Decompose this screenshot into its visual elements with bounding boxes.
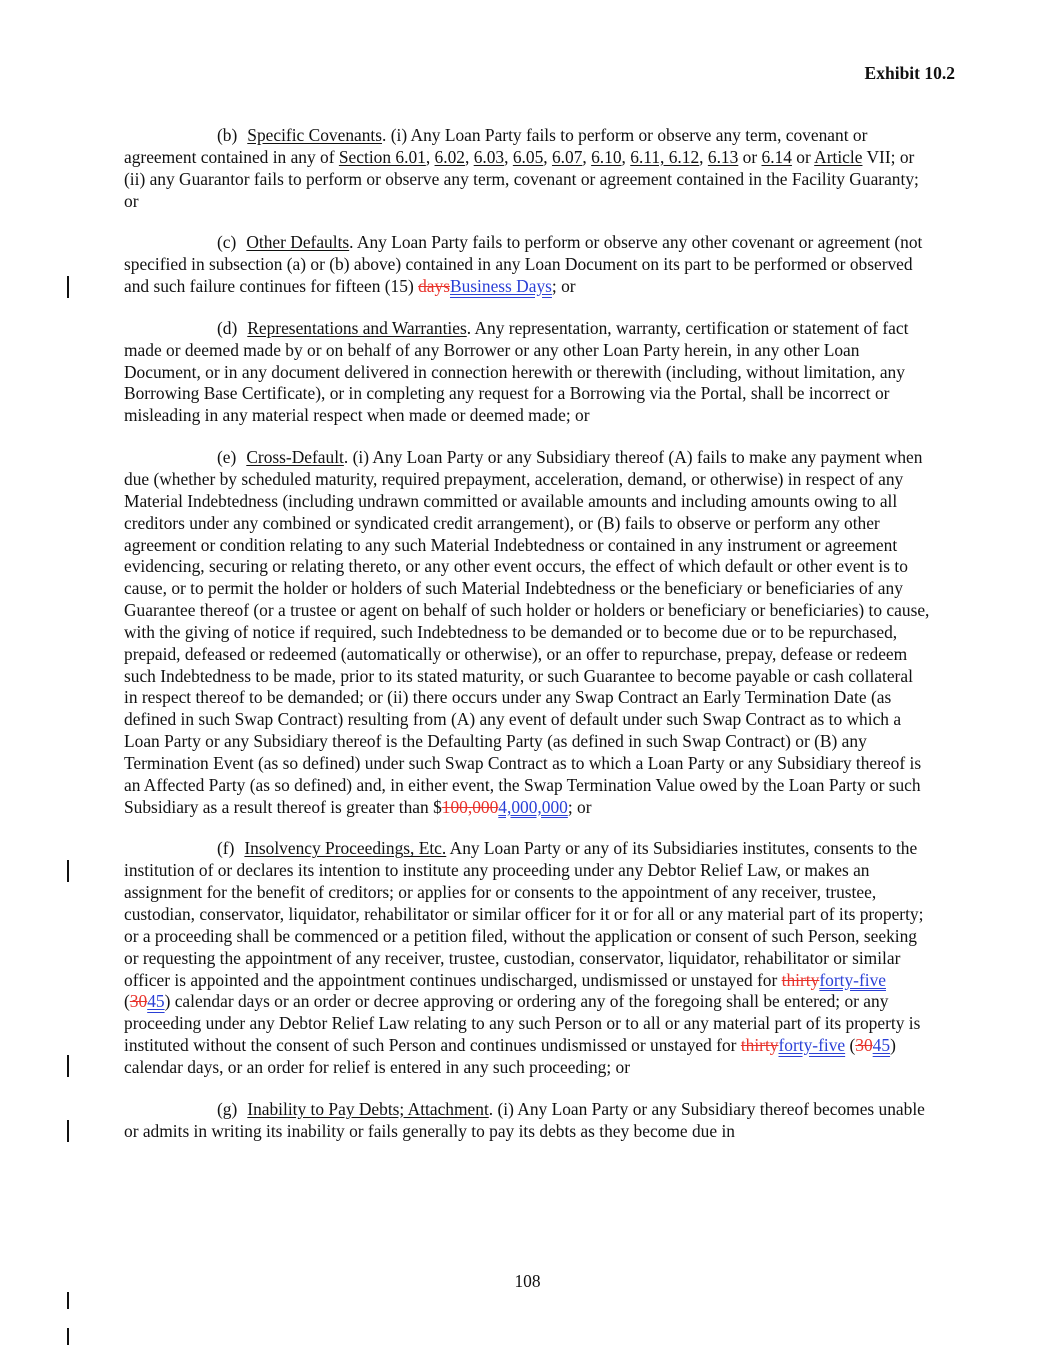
deleted-text: 30 xyxy=(129,991,148,1012)
section-label: (f) xyxy=(217,838,235,859)
ref-link[interactable]: 6.13 xyxy=(707,146,739,167)
section-text: . (i) Any Loan Party or any Subsidiary thereof becomes unable or admits in writing its inability or fails generally to pay its debts as they become due in xyxy=(124,1098,925,1141)
change-bar xyxy=(67,1292,69,1309)
section-text: ) calendar days, or an order for relief is entered in any such proceeding; or xyxy=(124,1035,896,1077)
section-label: (d) xyxy=(217,317,238,338)
section-text: ( xyxy=(124,991,130,1012)
separator: or xyxy=(738,146,762,167)
section-c xyxy=(124,232,930,298)
change-bar xyxy=(67,860,69,882)
section-b xyxy=(124,125,930,212)
inserted-text: 45 xyxy=(872,1035,891,1056)
change-bar xyxy=(67,1328,69,1345)
section-text: . (i) Any Loan Party or any Subsidiary thereof (A) fails to make any payment when due (whether by scheduled maturity, required prepayment, acceleration, demand, or otherwise) in respect of any Material Indebtedness (including undrawn committed or available amounts and including amounts owing to all creditors under any combined or syndicated credit arrangement), or (B) fails to observe or perform any other agreement or condition relating to any such Material Indebtedness or contained in any instrument or agreement evidencing, securing or relating thereto, or any other event occurs, the effect of which default or other event is to cause, or to permit the holder or holders of such Material Indebtedness or the beneficiary or beneficiaries of any Guarantee thereof (or a trustee or agent on behalf of such holder or holders or beneficiary or beneficiaries) to cause, with the giving of notice if required, such Indebtedness to be demanded or to become due or to be repurchased, prepaid, defeased or redeemed (automatically or otherwise), or an offer to repurchase, prepay, defease or redeem such Indebtedness to be made, prior to its stated maturity, or such Guarantee to become payable or cash collateral in respect thereof to be demanded; or (ii) there occurs under any Swap Contract an Early Termination Date (as defined in such Swap Contract) resulting from (A) any event of default under such Swap Contract as to which a Loan Party or any Subsidiary thereof is the Defaulting Party (as defined in such Swap Contract) or (B) any Termination Event (as so defined) under such Swap Contract as to which a Loan Party or any Subsidiary thereof is an Affected Party (as so defined) and, in either event, the Swap Termination Value owed by the Loan Party or such Subsidiary as a result thereof is greater than $ xyxy=(124,447,930,817)
section-title: Cross-Default xyxy=(246,447,344,468)
section-text: . Any representation, warranty, certification or statement of fact made or deemed made by or on behalf of any Borrower or any other Loan Party herein, in any other Loan Document, or in any document delivered in connection herewith or therewith (including, without limitation, any Borrowing Base Certificate), or in completing any request for a Borrowing via the Portal, shall be incorrect or misleading in any material respect when made or deemed made; or xyxy=(124,317,909,426)
change-bar xyxy=(67,1120,69,1142)
ref-link[interactable]: 6.14 xyxy=(761,146,792,167)
separator: or xyxy=(791,146,815,167)
section-title: Insolvency Proceedings, Etc. xyxy=(244,838,447,859)
section-title: Inability to Pay Debts; Attachment xyxy=(247,1098,489,1119)
section-e xyxy=(124,447,930,818)
separator: , xyxy=(543,146,552,167)
section-text: ; or xyxy=(567,796,592,817)
section-text: . Any Loan Party fails to perform or observe any other covenant or agreement (not specified in subsection (a) or (b) above) contained in any Loan Document on its part to be performed or observed and such failure continues for fifteen (15) xyxy=(124,232,923,297)
document-body xyxy=(124,125,930,1162)
ref-link[interactable]: 6.02 xyxy=(434,146,465,167)
deleted-text: 100,000 xyxy=(441,796,499,817)
ref-link[interactable]: Section 6.01 xyxy=(338,146,426,167)
separator: , xyxy=(699,146,708,167)
ref-link[interactable]: 6.11, 6.12 xyxy=(630,146,700,167)
inserted-text: Business Days xyxy=(449,276,552,297)
deleted-text: thirty xyxy=(740,1035,779,1056)
section-text: ( xyxy=(845,1035,856,1056)
page-number: 108 xyxy=(514,1271,541,1291)
ref-link[interactable]: 6.03 xyxy=(473,146,505,167)
inserted-text: forty-five xyxy=(819,969,886,990)
separator: , xyxy=(582,146,592,167)
section-text: . (i) Any Loan Party fails to perform or observe any term, covenant or agreement contained in any of xyxy=(124,125,868,167)
exhibit-label: Exhibit 10.2 xyxy=(864,63,955,83)
section-label: (c) xyxy=(217,232,237,253)
section-title: Specific Covenants xyxy=(247,125,383,145)
section-label: (b) xyxy=(217,125,238,145)
deleted-text: 30 xyxy=(855,1035,873,1056)
ref-link[interactable]: 6.05 xyxy=(512,146,544,167)
separator: , xyxy=(504,146,513,167)
deleted-text: days xyxy=(418,276,450,297)
section-text: ; or xyxy=(551,276,576,297)
change-bar xyxy=(67,1055,69,1077)
change-bar xyxy=(67,276,69,298)
separator: , xyxy=(621,146,631,167)
section-g xyxy=(124,1099,930,1143)
section-title: Other Defaults xyxy=(246,232,350,253)
section-label: (e) xyxy=(217,447,237,468)
ref-link[interactable]: 6.07 xyxy=(551,146,583,167)
section-text: Any Loan Party or any of its Subsidiaries institutes, consents to the institution of or declares its intention to institute any proceeding under any Debtor Relief Law, or makes an assignment for the benefit of creditors; or applies for or consents to the appointment of any receiver, trustee, custodian, conservator, liquidator, rehabilitator or similar officer for it or for all or any material part of its property; or a proceeding shall be commenced or a petition filed, without the application or consent of such Person, seeking or requesting the appointment of any receiver, trustee, custodian, conservator, liquidator, rehabilitator or similar officer is appointed and the appointment continues undischarged, undismissed or unstayed for xyxy=(124,838,924,990)
section-d xyxy=(124,318,930,427)
inserted-text: 4,000,000 xyxy=(498,796,568,817)
inserted-text: forty-five xyxy=(778,1035,846,1056)
section-label: (g) xyxy=(217,1098,238,1119)
section-title: Representations and Warranties xyxy=(247,317,467,338)
separator: , xyxy=(464,146,474,167)
separator: , xyxy=(425,146,435,167)
section-text: VII; or (ii) any Guarantor fails to perform or observe any term, covenant or agreement contained in the Facility Guaranty; or xyxy=(124,146,919,211)
section-text: ) calendar days or an order or decree approving or ordering any of the foregoing shall be entered; or any proceeding under any Debtor Relief Law relating to any such Person or to all or any material part of its property is instituted without the consent of such Person and continues undismissed or unstayed for xyxy=(124,991,921,1056)
article-link[interactable]: Article xyxy=(814,146,863,167)
inserted-text: 45 xyxy=(147,991,165,1012)
ref-link[interactable]: 6.10 xyxy=(591,146,622,167)
section-f xyxy=(124,838,930,1078)
deleted-text: thirty xyxy=(781,969,820,990)
